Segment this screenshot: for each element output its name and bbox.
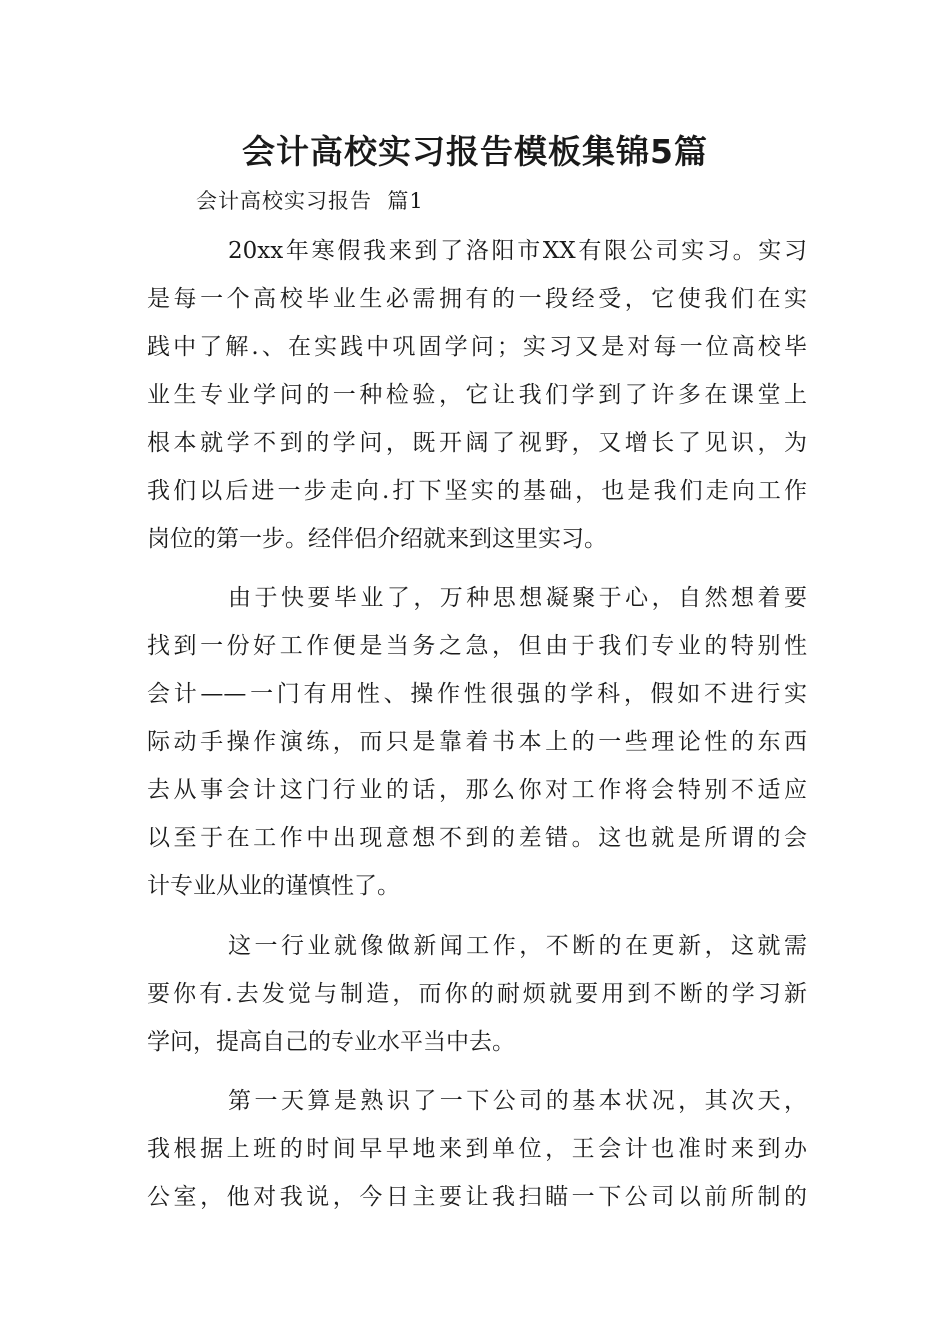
paragraph-line: 我们以后进一步走向.打下坚实的基础，也是我们走向工作	[147, 478, 807, 504]
paragraph-line: 际动手操作演练，而只是靠着书本上的一些理论性的东西	[147, 729, 807, 755]
paragraph-line: 岗位的第一步。经伴侣介绍就来到这里实习。	[147, 526, 607, 552]
paragraph-line: 业生专业学问的一种检验，它让我们学到了许多在课堂上	[147, 382, 807, 408]
paragraph-line: 公室，他对我说，今日主要让我扫瞄一下公司以前所制的	[147, 1184, 807, 1210]
paragraph-line: 第一天算是熟识了一下公司的基本状况，其次天，	[228, 1088, 807, 1114]
paragraph-line: 是每一个高校毕业生必需拥有的一段经受，它使我们在实	[147, 286, 807, 312]
paragraph-line: 根本就学不到的学问，既开阔了视野，又增长了见识，为	[147, 430, 807, 456]
paragraph-line: 计专业从业的谨慎性了。	[147, 873, 400, 899]
paragraph-line: 这一行业就像做新闻工作，不断的在更新，这就需	[228, 933, 807, 959]
paragraph-line: 践中了解.、在实践中巩固学问；实习又是对每一位高校毕	[147, 334, 807, 360]
paragraph-line: 会计——一门有用性、操作性很强的学科，假如不进行实	[147, 681, 807, 707]
document-title: 会计高校实习报告模板集锦5篇	[242, 132, 708, 171]
paragraph-line: 20xx年寒假我来到了洛阳市XX有限公司实习。实习	[228, 238, 807, 264]
paragraph-line: 要你有.去发觉与制造，而你的耐烦就要用到不断的学习新	[147, 981, 807, 1007]
paragraph-line: 找到一份好工作便是当务之急，但由于我们专业的特别性	[147, 633, 807, 659]
paragraph-line: 以至于在工作中出现意想不到的差错。这也就是所谓的会	[147, 825, 807, 851]
paragraph-line: 学问，提高自己的专业水平当中去。	[147, 1029, 515, 1055]
paragraph-line: 由于快要毕业了，万种思想凝聚于心，自然想着要	[228, 585, 807, 611]
paragraph-line: 去从事会计这门行业的话，那么你对工作将会特别不适应	[147, 777, 807, 803]
section-heading: 会计高校实习报告 篇1	[196, 189, 424, 213]
paragraph-line: 我根据上班的时间早早地来到单位，王会计也准时来到办	[147, 1136, 807, 1162]
